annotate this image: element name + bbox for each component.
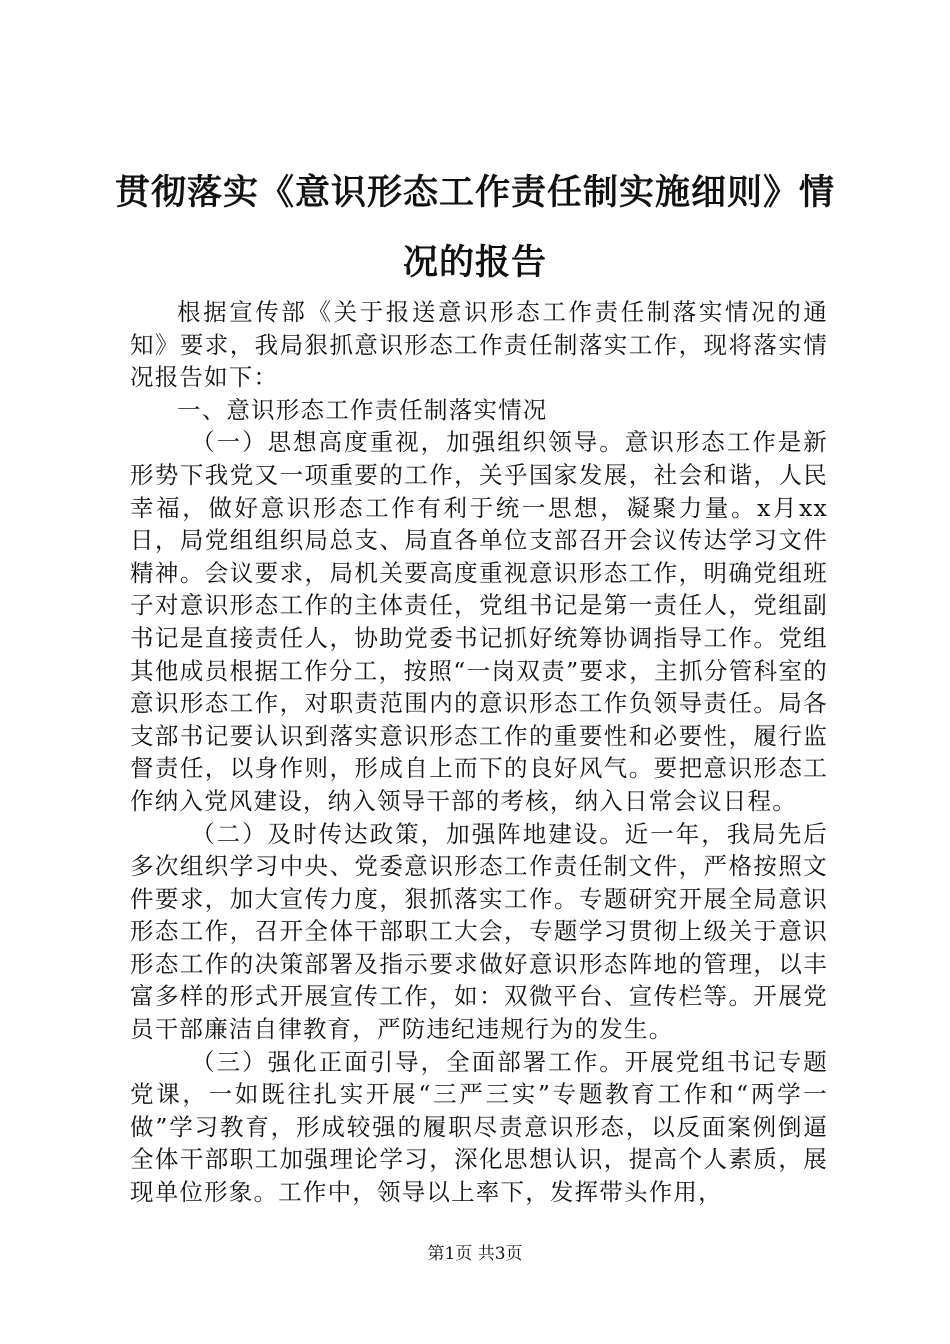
subsection-paragraph-3: （三）强化正面引导，全面部署工作。开展党组书记专题党课，一如既往扎实开展“三严三实”专题教育工作和“两学一做”学习教育，形成较强的履职尽责意识形态，以反面案例倒逼全体干部职工加强理论学习，深化思想认识，提高个人素质，展现单位形象。工作中，领导以上率下，发挥带头作用， [130, 1047, 828, 1207]
subsection-paragraph-1: （一）思想高度重视，加强组织领导。意识形态工作是新形势下我党又一项重要的工作，关乎国家发展，社会和谐，人民幸福，做好意识形态工作有利于统一思想，凝聚力量。x月xx日，局党组组织局总支、局直各单位支部召开会议传达学习文件精神。会议要求，局机关要高度重视意识形态工作，明确党组班子对意识形态工作的主体责任，党组书记是第一责任人，党组副书记是直接责任人，协助党委书记抓好统筹协调指导工作。党组其他成员根据工作分工，按照“一岗双责”要求，主抓分管科室的意识形态工作，对职责范围内的意识形态工作负领导责任。局各支部书记要认识到落实意识形态工作的重要性和必要性，履行监督责任，以身作则，形成自上而下的良好风气。要把意识形态工作纳入党风建设，纳入领导干部的考核，纳入日常会议日程。 [130, 428, 828, 815]
section-heading: 一、意识形态工作责任制落实情况 [177, 395, 548, 424]
subsection-paragraph-2: （二）及时传达政策，加强阵地建设。近一年，我局先后多次组织学习中央、党委意识形态工作责任制文件，严格按照文件要求，加大宣传力度，狠抓落实工作。专题研究开展全局意识形态工作，召开全体干部职工大会，专题学习贯彻上级关于意识形态工作的决策部署及指示要求做好意识形态阵地的管理，以丰富多样的形式开展宣传工作，如：双微平台、宣传栏等。开展党员干部廉洁自律教育，严防违纪违规行为的发生。 [130, 819, 828, 1044]
document-title: 贯彻落实《意识形态工作责任制实施细则》情况的报告 [114, 172, 835, 283]
intro-paragraph: 根据宣传部《关于报送意识形态工作责任制落实情况的通知》要求，我局狠抓意识形态工作责任制落实工作，现将落实情况报告如下： [130, 298, 828, 392]
page-number-footer: 第1页 共3页 [427, 1244, 523, 1264]
document-body [130, 296, 828, 1209]
